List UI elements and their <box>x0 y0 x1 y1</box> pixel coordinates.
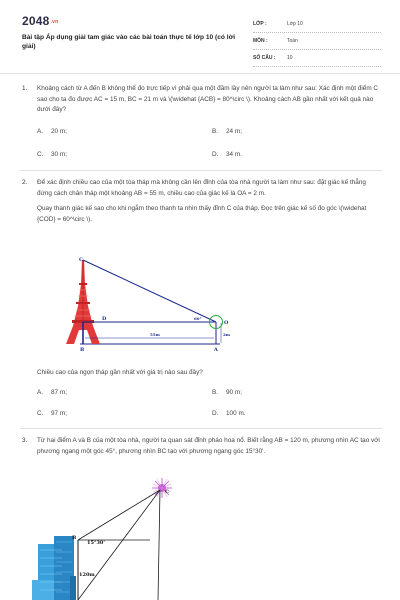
document-title: Bài tập Áp dụng giải tam giác vào các bài toán thực tế lớp 10 (có lời giải) <box>22 34 236 50</box>
meta-table <box>253 16 381 67</box>
building-shape <box>32 536 76 600</box>
logo-tld: .vn <box>50 18 59 25</box>
option-c[interactable]: C. 97 m; <box>37 410 67 417</box>
label-b: B <box>72 535 77 541</box>
tower-figure <box>60 256 250 356</box>
meta-key: SỐ CÂU : <box>253 55 276 61</box>
label-c: C <box>165 489 169 495</box>
label-a: A <box>214 347 218 353</box>
site-logo[interactable] <box>22 14 58 28</box>
meta-value: 10 <box>287 55 293 61</box>
question-3 <box>20 436 382 457</box>
question-subtext: Chiều cao của ngọn tháp gần nhất với giá trị nào sau đây? <box>37 369 203 376</box>
meta-row-subject <box>253 33 381 50</box>
question-1 <box>20 84 382 116</box>
meta-value: Toán <box>287 38 298 44</box>
question-divider <box>20 170 382 171</box>
question-divider <box>20 428 382 429</box>
label-d: D <box>102 316 107 322</box>
document-header <box>20 10 380 70</box>
meta-row-count <box>253 50 381 67</box>
firework-icon <box>152 478 172 498</box>
option-b[interactable]: B. 90 m; <box>212 389 242 396</box>
line-bc <box>78 490 160 540</box>
logo-text: 2048 <box>22 14 50 28</box>
question-2-prompt <box>20 368 382 379</box>
option-b[interactable]: B. 24 m; <box>212 128 242 135</box>
option-a[interactable]: A. 20 m; <box>37 128 67 135</box>
question-number: 2. <box>22 179 28 186</box>
height-label: 2m <box>223 332 231 337</box>
meta-value: Lớp 10 <box>287 21 303 27</box>
meta-key: MÔN : <box>253 38 268 44</box>
option-d[interactable]: D. 100 m. <box>212 410 246 417</box>
building-figure <box>30 476 190 600</box>
label-o: O <box>224 320 229 326</box>
question-text: Từ hai điểm A và B của một tòa nhà, người ta quan sát đỉnh pháo hoa nổ. Biết rằng AB = 120 m, phương nhìn AC tạo với phương ngang một góc 45°, phương nhìn BC tạo với phương ngang góc 15°30'. <box>37 437 380 455</box>
question-text: Để xác định chiều cao của một tòa tháp mà không cần lên đỉnh của tòa nhà người ta làm như sau: đặt giác kế thẳng đứng cách chân tháp một khoảng AB = 55 m, chiều cao của giác kế là OA = 2 m. <box>37 179 366 197</box>
question-number: 1. <box>22 85 28 92</box>
angle-label: 60° <box>194 316 202 321</box>
label-b: B <box>80 347 85 353</box>
question-2 <box>20 178 382 225</box>
question-text-continued: Quay thanh giác kế sao cho khi ngắm theo thanh ta nhìn thấy đỉnh C của tháp. Đọc trên giác kế số đo góc \(\widehat {COD} = 60^\circ \). <box>37 205 367 223</box>
distance-label: 55m <box>150 332 160 337</box>
line-of-sight <box>83 260 216 322</box>
angle-label: 15°30' <box>87 540 105 546</box>
header-divider <box>0 73 400 74</box>
option-a[interactable]: A. 87 m; <box>37 389 67 396</box>
question-text: Khoảng cách từ A đến B không thể đo trực tiếp vì phải qua một đầm lầy nên người ta làm như sau: Xác định một điểm C sao cho ta đo được AC = 15 m, BC = 21 m và \(\widehat {ACB} = 80^\circ \). Khoảng cách AB gần nhất với kết quả nào dưới đây? <box>37 85 379 113</box>
height-label: 120m <box>79 572 95 578</box>
label-c: C <box>79 257 83 263</box>
question-number: 3. <box>22 437 28 444</box>
vertical-c <box>158 490 160 600</box>
meta-key: LỚP : <box>253 21 267 27</box>
option-d[interactable]: D. 34 m. <box>212 151 242 158</box>
option-c[interactable]: C. 30 m; <box>37 151 67 158</box>
meta-row-class <box>253 16 381 33</box>
